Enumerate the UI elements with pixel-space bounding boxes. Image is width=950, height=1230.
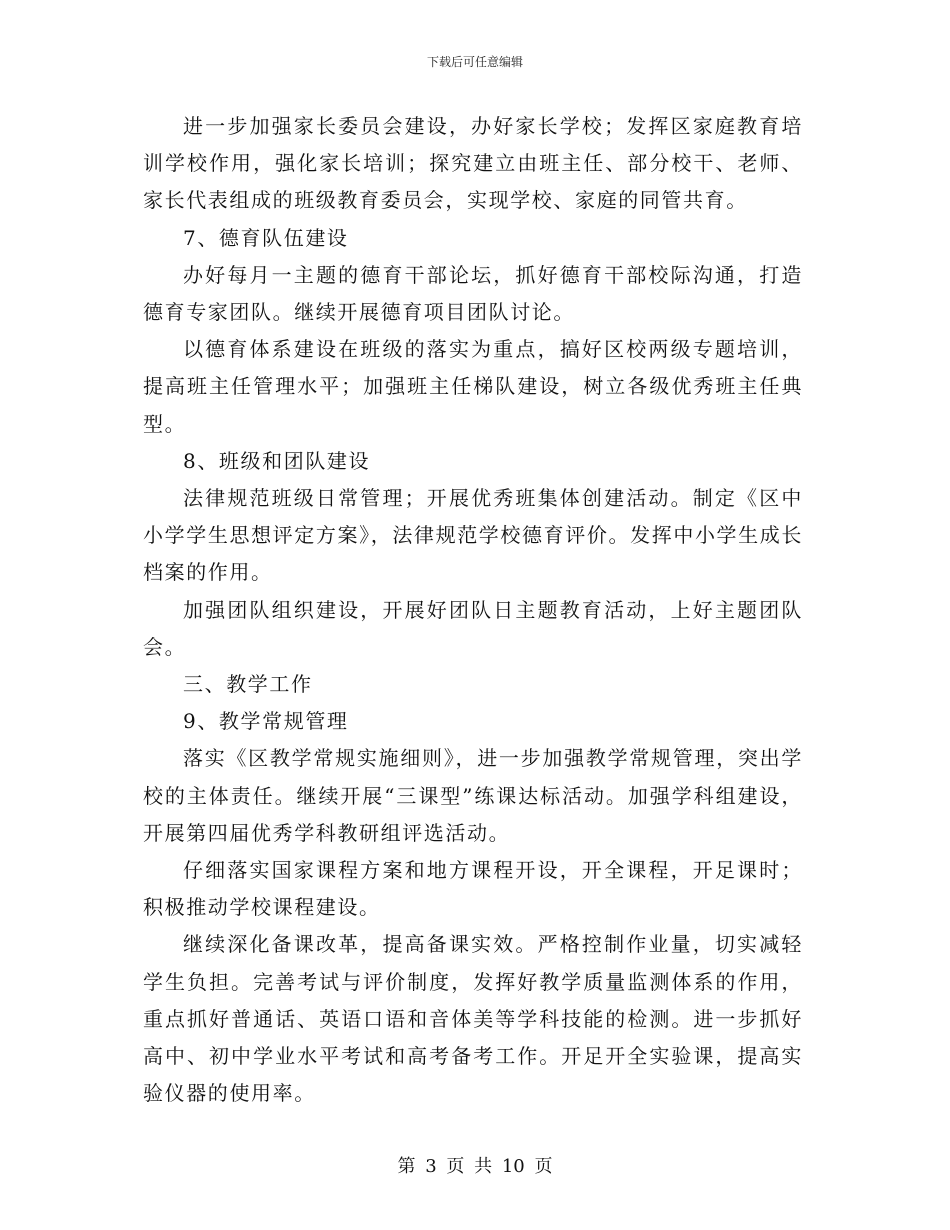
header-note: 下载后可任意编辑 [426, 55, 523, 69]
paragraph: 仔细落实国家课程方案和地方课程开设，开全课程，开足课时；积极推动学校课程建设。 [143, 858, 803, 920]
paragraph: 加强团队组织建设，开展好团队日主题教育活动，上好主题团队会。 [143, 597, 803, 659]
chapter-heading: 三、教学工作 [183, 672, 313, 697]
page-number: 第 3 页 共 10 页 [397, 1156, 553, 1177]
paragraph: 进一步加强家长委员会建设，办好家长学校；发挥区家庭教育培训学校作用，强化家长培训；探究建立由班主任、部分校干、老师、家长代表组成的班级教育委员会，实现学校、家庭的同管共育。 [143, 114, 803, 213]
paragraph: 继续深化备课改革，提高备课实效。严格控制作业量，切实减轻学生负担。完善考试与评价制度，发挥好教学质量监测体系的作用，重点抓好普通话、英语口语和音体美等学科技能的检测。进一步抓好高中、初中学业水平考试和高考备考工作。开足开全实验课，提高实验仪器的使用率。 [143, 932, 803, 1106]
body-text [143, 108, 803, 1112]
section-heading: 7、德育队伍建设 [183, 225, 349, 250]
paragraph: 办好每月一主题的德育干部论坛，抓好德育干部校际沟通，打造德育专家团队。继续开展德育项目团队讨论。 [143, 262, 803, 325]
paragraph: 落实《区教学常规实施细则》，进一步加强教学常规管理，突出学校的主体责任。继续开展“三课型”练课达标活动。加强学科组建设，开展第四届优秀学科教研组评选活动。 [143, 746, 803, 845]
paragraph: 法律规范班级日常管理；开展优秀班集体创建活动。制定《区中小学学生思想评定方案》，法律规范学校德育评价。发挥中小学生成长档案的作用。 [143, 486, 803, 585]
paragraph: 以德育体系建设在班级的落实为重点，搞好区校两级专题培训，提高班主任管理水平；加强班主任梯队建设，树立各级优秀班主任典型。 [143, 337, 803, 436]
section-heading: 9、教学常规管理 [183, 709, 349, 734]
section-heading: 8、班级和团队建设 [183, 448, 371, 473]
